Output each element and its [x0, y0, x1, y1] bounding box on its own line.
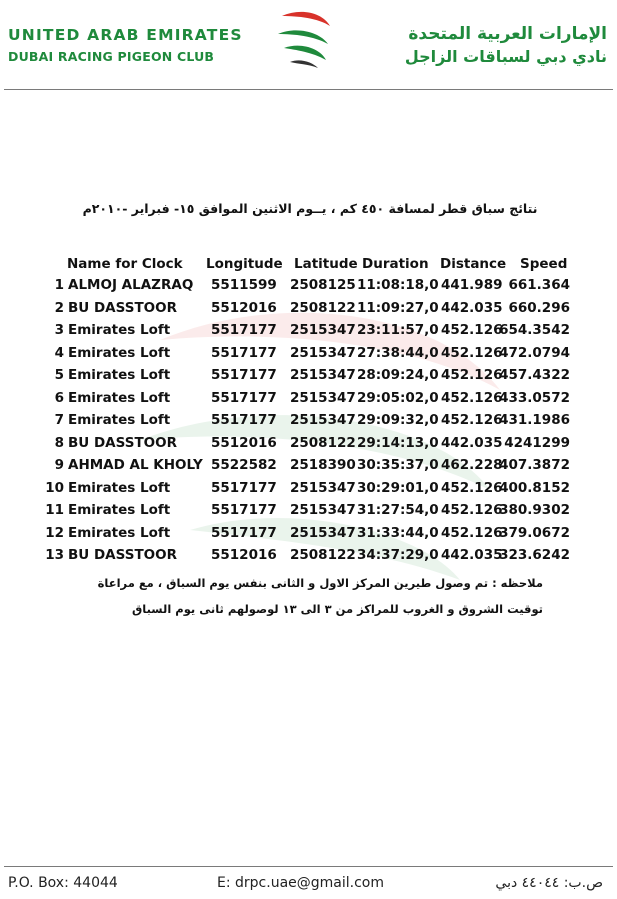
rank-cell: 5 — [54, 367, 64, 383]
header-arabic — [357, 24, 607, 66]
po-box-ar: ص.ب: ٤٤٠٤٤ دبي — [495, 875, 603, 891]
latitude-cell: 2515347 — [290, 524, 356, 541]
latitude-cell: 2515347 — [290, 479, 356, 496]
header-divider — [4, 89, 613, 90]
longitude-cell: 5522582 — [211, 457, 277, 473]
speed-cell: 431.1986 — [499, 412, 570, 428]
table-row — [0, 412, 617, 432]
name-cell: Emirates Loft — [68, 524, 171, 541]
duration-cell: 27:38:44,0 — [357, 344, 439, 361]
club-logo-icon — [270, 4, 338, 72]
duration-cell: 29:14:13,0 — [357, 434, 439, 451]
name-cell: Emirates Loft — [68, 502, 171, 518]
note-line-2: توقيت الشروق و الغروب للمراكز من ٣ الى ١٣ لوصولهم ثانى يوم السباق — [132, 602, 543, 616]
speed-cell: 433.0572 — [499, 389, 570, 406]
duration-cell: 11:09:27,0 — [357, 299, 439, 316]
rank-cell: 4 — [54, 344, 64, 361]
name-cell: AHMAD AL KHOLY — [68, 457, 203, 473]
table-row — [0, 502, 617, 522]
latitude-cell: 2518390 — [290, 457, 356, 473]
name-cell: BU DASSTOOR — [68, 299, 178, 316]
col-speed-header: Speed — [520, 256, 568, 272]
speed-cell: 661.364 — [508, 277, 570, 293]
name-cell: BU DASSTOOR — [68, 434, 178, 451]
name-cell: Emirates Loft — [68, 344, 171, 361]
duration-cell: 34:37:29,0 — [357, 547, 439, 563]
name-cell: ALMOJ ALAZRAQ — [68, 277, 194, 293]
distance-cell: 452.126 — [441, 389, 503, 406]
duration-cell: 31:27:54,0 — [357, 502, 439, 518]
distance-cell: 442.035 — [441, 434, 503, 451]
table-row — [0, 345, 617, 365]
distance-cell: 452.126 — [441, 502, 503, 518]
table-row — [0, 322, 617, 342]
name-cell: Emirates Loft — [68, 412, 171, 428]
speed-cell: 400.8152 — [499, 479, 570, 496]
footer-divider — [4, 866, 613, 867]
rank-cell: 9 — [54, 457, 64, 473]
duration-cell: 28:09:24,0 — [357, 367, 439, 383]
latitude-cell: 2515347 — [290, 389, 356, 406]
distance-cell: 452.126 — [441, 322, 503, 338]
rank-cell: 1 — [54, 277, 64, 293]
duration-cell: 30:35:37,0 — [357, 457, 439, 473]
rank-cell: 12 — [45, 524, 64, 541]
longitude-cell: 5517177 — [211, 479, 277, 496]
name-cell: Emirates Loft — [68, 367, 171, 383]
longitude-cell: 5517177 — [211, 524, 277, 541]
speed-cell: 457.4322 — [499, 367, 570, 383]
col-distance-header: Distance — [440, 256, 507, 272]
longitude-cell: 5517177 — [211, 502, 277, 518]
distance-cell: 452.126 — [441, 344, 503, 361]
table-row — [0, 367, 617, 387]
longitude-cell: 5512016 — [211, 299, 277, 316]
latitude-cell: 2508122 — [290, 434, 356, 451]
org-name-en: UNITED ARAB EMIRATES — [8, 26, 243, 44]
speed-cell: 407.3872 — [499, 457, 570, 473]
race-title: نتائج سباق قطر لمسافة ٤٥٠ كم ، يــوم الاثنين الموافق ١٥- فبراير -٢٠١٠م — [82, 201, 538, 216]
distance-cell: 452.126 — [441, 524, 503, 541]
header-english — [8, 26, 258, 64]
speed-cell: 380.9302 — [499, 502, 570, 518]
table-row — [0, 435, 617, 455]
col-longitude-header: Longitude — [206, 256, 283, 272]
latitude-cell: 2508125 — [290, 277, 356, 293]
duration-cell: 29:05:02,0 — [357, 389, 439, 406]
po-box-en: P.O. Box: 44044 — [8, 875, 118, 891]
longitude-cell: 5517177 — [211, 344, 277, 361]
duration-cell: 23:11:57,0 — [357, 322, 439, 338]
speed-cell: 660.296 — [508, 299, 570, 316]
speed-cell: 323.6242 — [499, 547, 570, 563]
rank-cell: 7 — [54, 412, 64, 428]
longitude-cell: 5517177 — [211, 389, 277, 406]
longitude-cell: 5512016 — [211, 434, 277, 451]
rank-cell: 6 — [54, 389, 64, 406]
latitude-cell: 2508122 — [290, 299, 356, 316]
duration-cell: 30:29:01,0 — [357, 479, 439, 496]
longitude-cell: 5511599 — [211, 277, 277, 293]
rank-cell: 3 — [54, 322, 64, 338]
speed-cell: 654.3542 — [499, 322, 570, 338]
distance-cell: 452.126 — [441, 479, 503, 496]
name-cell: BU DASSTOOR — [68, 547, 178, 563]
table-row — [0, 547, 617, 567]
latitude-cell: 2508122 — [290, 547, 356, 563]
longitude-cell: 5517177 — [211, 322, 277, 338]
table-row — [0, 277, 617, 297]
distance-cell: 452.126 — [441, 412, 503, 428]
speed-cell: 472.0794 — [499, 344, 570, 361]
latitude-cell: 2515347 — [290, 322, 356, 338]
longitude-cell: 5517177 — [211, 412, 277, 428]
table-row — [0, 300, 617, 320]
col-latitude-header: Latitude — [294, 256, 358, 272]
latitude-cell: 2515347 — [290, 367, 356, 383]
club-name-ar: نادي دبي لسباقات الزاجل — [404, 47, 607, 66]
rank-cell: 8 — [54, 434, 64, 451]
distance-cell: 441.989 — [441, 277, 503, 293]
duration-cell: 29:09:32,0 — [357, 412, 439, 428]
table-row — [0, 457, 617, 477]
name-cell: Emirates Loft — [68, 322, 171, 338]
distance-cell: 462.228 — [441, 457, 503, 473]
email-address: E: drpc.uae@gmail.com — [217, 875, 384, 891]
distance-cell: 442.035 — [441, 547, 503, 563]
note-line-1: ملاحظه : تم وصول طيرين المركز الاول و الثانى بنفس يوم السباق ، مع مراعاة — [97, 576, 543, 590]
speed-cell: 379.0672 — [499, 524, 570, 541]
col-name-header: Name for Clock — [67, 256, 183, 272]
name-cell: Emirates Loft — [68, 389, 171, 406]
rank-cell: 10 — [45, 479, 64, 496]
latitude-cell: 2515347 — [290, 412, 356, 428]
table-row — [0, 525, 617, 545]
latitude-cell: 2515347 — [290, 344, 356, 361]
distance-cell: 452.126 — [441, 367, 503, 383]
speed-cell: 4241299 — [504, 434, 570, 451]
org-name-ar: الإمارات العربية المتحدة — [408, 24, 607, 44]
club-name-en: DUBAI RACING PIGEON CLUB — [8, 49, 215, 64]
col-duration-header: Duration — [362, 256, 429, 272]
duration-cell: 11:08:18,0 — [357, 277, 439, 293]
distance-cell: 442.035 — [441, 299, 503, 316]
rank-cell: 2 — [54, 299, 64, 316]
longitude-cell: 5512016 — [211, 547, 277, 563]
table-row — [0, 480, 617, 500]
rank-cell: 13 — [45, 547, 64, 563]
latitude-cell: 2515347 — [290, 502, 356, 518]
longitude-cell: 5517177 — [211, 367, 277, 383]
table-row — [0, 390, 617, 410]
name-cell: Emirates Loft — [68, 479, 171, 496]
rank-cell: 11 — [45, 502, 64, 518]
duration-cell: 31:33:44,0 — [357, 524, 439, 541]
